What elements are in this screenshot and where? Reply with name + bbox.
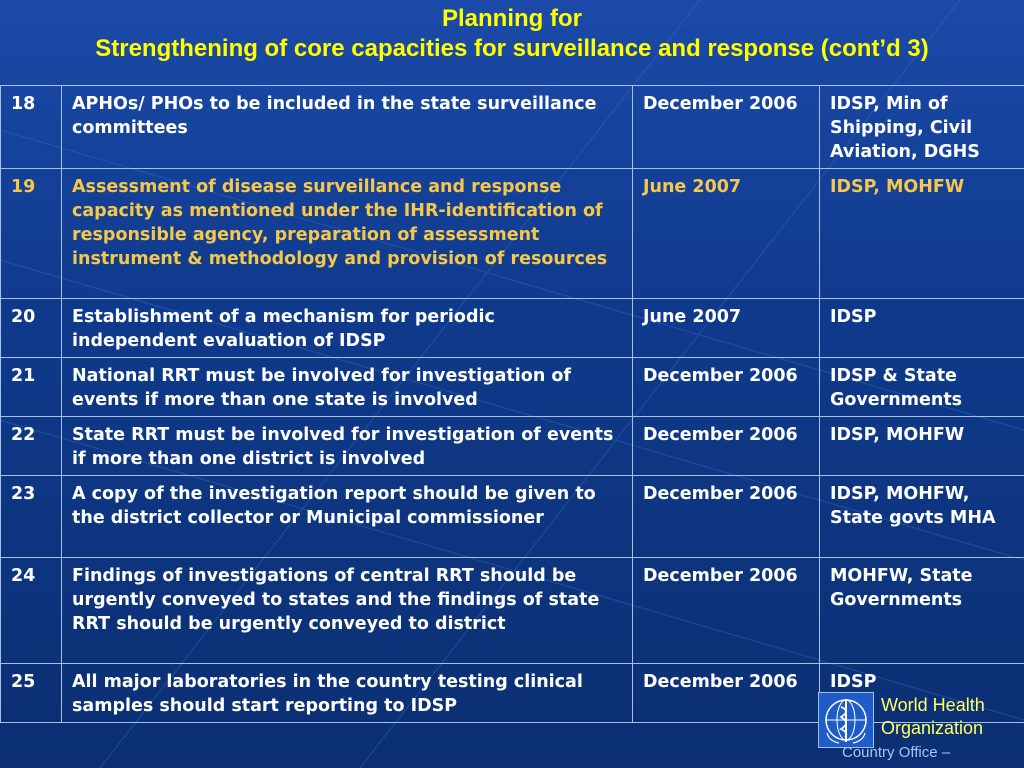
- activity-cell: Findings of investigations of central RRT should be urgently conveyed to states and the findings of state RRT should be urgently conveyed to district: [62, 558, 633, 664]
- country-office-label: Country Office –: [842, 744, 951, 761]
- activity-cell: APHOs/ PHOs to be included in the state surveillance committees: [62, 86, 633, 169]
- row-number: 19: [1, 169, 62, 299]
- table-row: [1, 476, 1024, 558]
- responsibility-cell: IDSP: [820, 664, 1024, 723]
- who-name-line-1: World Health: [881, 695, 985, 715]
- table-row: [1, 358, 1024, 417]
- title-line-1: Planning for: [442, 5, 582, 32]
- responsibility-cell: IDSP: [820, 299, 1024, 358]
- timeline-cell: December 2006: [633, 558, 820, 664]
- row-number: 22: [1, 417, 62, 476]
- activity-cell: State RRT must be involved for investigation of events if more than one district is involved: [62, 417, 633, 476]
- who-emblem-icon: [818, 692, 874, 748]
- page-title: [0, 4, 1024, 64]
- responsibility-cell: IDSP, MOHFW: [820, 169, 1024, 299]
- timeline-cell: December 2006: [633, 417, 820, 476]
- activity-cell: A copy of the investigation report should be given to the district collector or Municipal commissioner: [62, 476, 633, 558]
- table-row: [1, 417, 1024, 476]
- responsibility-cell: IDSP, Min of Shipping, Civil Aviation, DGHS: [820, 86, 1024, 169]
- timeline-cell: June 2007: [633, 299, 820, 358]
- timeline-cell: December 2006: [633, 476, 820, 558]
- row-number: 23: [1, 476, 62, 558]
- title-line-2: Strengthening of core capacities for surveillance and response (cont’d 3): [95, 35, 929, 62]
- responsibility-cell: IDSP, MOHFW: [820, 417, 1024, 476]
- table-row: [1, 86, 1024, 169]
- row-number: 20: [1, 299, 62, 358]
- table-row: [1, 558, 1024, 664]
- row-number: 24: [1, 558, 62, 664]
- responsibility-cell: IDSP & State Governments: [820, 358, 1024, 417]
- timeline-cell: December 2006: [633, 664, 820, 723]
- responsibility-cell: MOHFW, State Governments: [820, 558, 1024, 664]
- row-number: 25: [1, 664, 62, 723]
- row-number: 21: [1, 358, 62, 417]
- timeline-cell: December 2006: [633, 358, 820, 417]
- table-row-highlighted: [1, 169, 1024, 299]
- table-row: [1, 299, 1024, 358]
- who-name: [881, 694, 985, 740]
- plan-table: [0, 85, 1024, 723]
- activity-cell: All major laboratories in the country testing clinical samples should start reporting to IDSP: [62, 664, 633, 723]
- activity-cell: National RRT must be involved for investigation of events if more than one state is involved: [62, 358, 633, 417]
- responsibility-cell: IDSP, MOHFW, State govts MHA: [820, 476, 1024, 558]
- activity-cell: Establishment of a mechanism for periodic independent evaluation of IDSP: [62, 299, 633, 358]
- who-name-line-2: Organization: [881, 718, 984, 738]
- activity-cell: Assessment of disease surveillance and response capacity as mentioned under the IHR-identification of responsible agency, preparation of assessment instrument & methodology and provision of resources: [62, 169, 633, 299]
- timeline-cell: June 2007: [633, 169, 820, 299]
- row-number: 18: [1, 86, 62, 169]
- timeline-cell: December 2006: [633, 86, 820, 169]
